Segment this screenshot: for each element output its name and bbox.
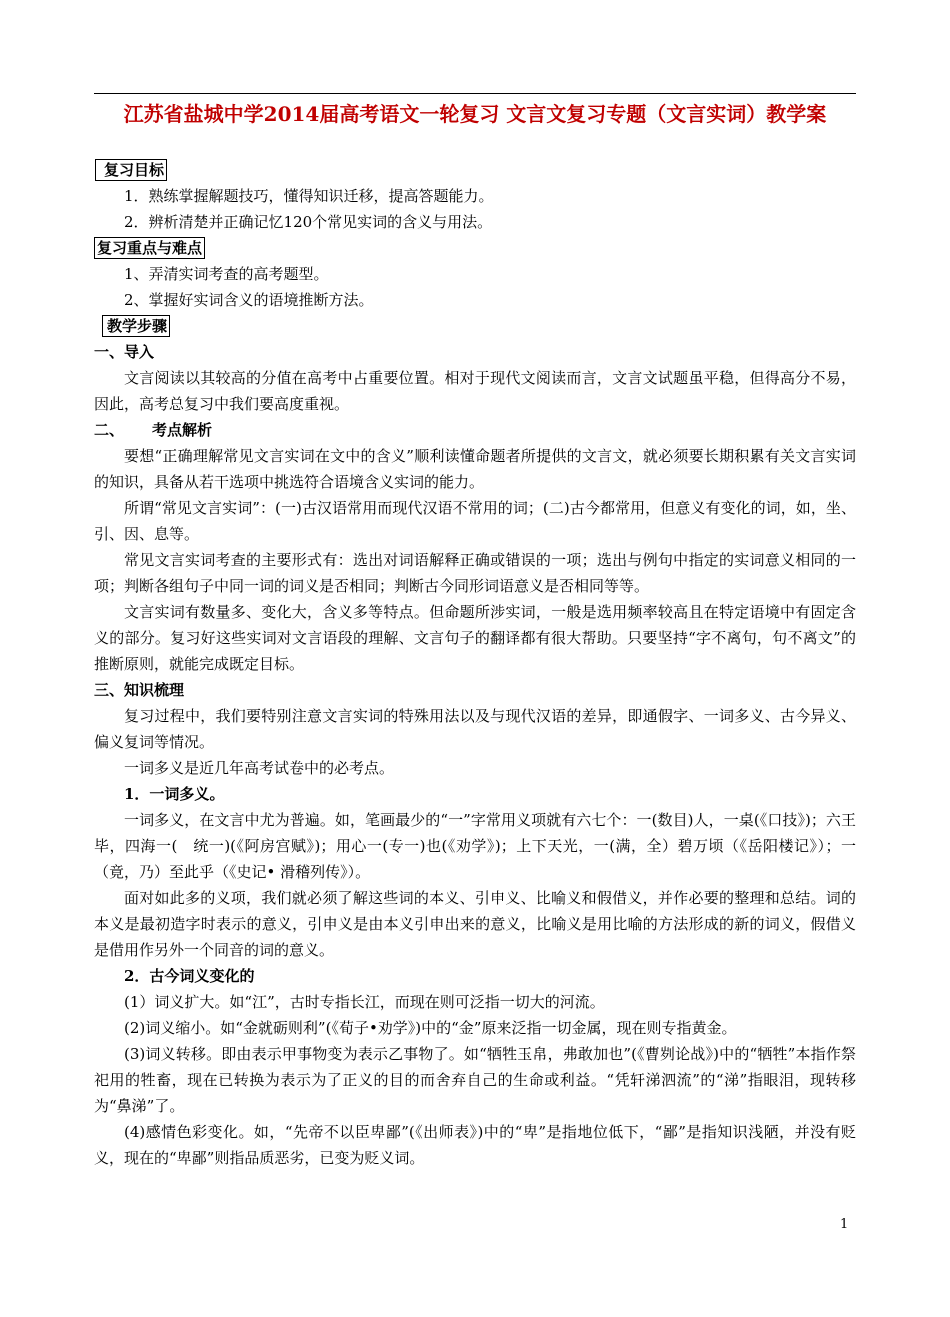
part2-paragraph-3: 常见文言实词考查的主要形式有：选出对词语解释正确或错误的一项；选出与例句中指定的实词意义相同的一项；判断各组句子中同一词的词义是否相同；判断古今同形词语意义是否相同等等。 <box>94 551 856 595</box>
part1-heading: 一、导入 <box>94 343 155 361</box>
sub2-heading: 2．古今词义变化的 <box>124 967 255 985</box>
part2-paragraph-2: 所谓“常见文言实词”：(一)古汉语常用而现代汉语不常用的词；(二)古今都常用，但意义有变化的词，如，坐、引、因、息等。 <box>94 499 856 543</box>
focus-item-2: 2、掌握好实词含义的语境推断方法。 <box>124 291 374 309</box>
goals-heading: 复习目标 <box>95 159 167 181</box>
sub1-heading: 1．一词多义。 <box>124 785 225 803</box>
part2-heading-text: 考点解析 <box>152 421 213 439</box>
sub2-item-1: (1）词义扩大。如“江”，古时专指长江，而现在则可泛指一切大的河流。 <box>124 993 605 1011</box>
steps-heading-row <box>94 313 856 339</box>
top-rule <box>94 93 856 94</box>
document-title: 江苏省盐城中学2014届高考语文一轮复习 文言文复习专题（文言实词）教学案 <box>123 102 827 126</box>
sub2-item-3: (3)词义转移。即由表示甲事物变为表示乙事物了。如“牺牲玉帛，弗敢加也”(《曹刿论战》)中的“牺牲”本指作祭祀用的牲畜，现在已转换为表示为了正义的目的而舍弃自己的生命或利益。“凭轩涕泗流”的“涕”指眼泪，现转移为“鼻涕”了。 <box>94 1045 856 1115</box>
part3-paragraph-2: 一词多义是近几年高考试卷中的必考点。 <box>124 759 395 777</box>
part1-paragraph: 文言阅读以其较高的分值在高考中占重要位置。相对于现代文阅读而言，文言文试题虽平稳，但得高分不易，因此，高考总复习中我们要高度重视。 <box>94 369 856 413</box>
focus-item-1: 1、弄清实词考查的高考题型。 <box>124 265 329 283</box>
part2-heading <box>94 417 856 443</box>
sub1-paragraph-2: 面对如此多的义项，我们就必须了解这些词的本义、引申义、比喻义和假借义，并作必要的整理和总结。词的本义是最初造字时表示的意义，引申义是由本义引申出来的意义，比喻义是用比喻的方法形成的新的词义，假借义是借用作另外一个同音的词的意义。 <box>94 889 856 959</box>
part2-paragraph-4: 文言实词有数量多、变化大，含义多等特点。但命题所涉实词，一般是选用频率较高且在特定语境中有固定含义的部分。复习好这些实词对文言语段的理解、文言句子的翻译都有很大帮助。只要坚持“字不离句，句不离文”的推断原则，就能完成既定目标。 <box>94 603 856 673</box>
focus-heading-row <box>94 235 856 261</box>
part2-heading-number: 二、 <box>94 421 125 439</box>
goal-item-1: 1．熟练掌握解题技巧，懂得知识迁移，提高答题能力。 <box>124 187 494 205</box>
part3-heading: 三、知识梳理 <box>94 681 185 699</box>
steps-heading: 教学步骤 <box>102 315 170 337</box>
part2-paragraph-1: 要想“正确理解常见文言实词在文中的含义”顺利读懂命题者所提供的文言文，就必须要长期积累有关文言实词的知识，具备从若干选项中挑选符合语境含义实词的能力。 <box>94 447 856 491</box>
sub1-paragraph-1: 一词多义，在文言中尤为普遍。如，笔画最少的“一”字常用义项就有六七个：一(数目)人，一桌(《口技》)；六王毕，四海一( 统一)(《阿房宫赋》)；用心一(专一)也(《劝学》)；上下天光，一(满，全）碧万顷（《岳阳楼记》）；一（竟，乃）至此乎（《史记• 滑稽列传》）。 <box>94 811 856 881</box>
part3-paragraph-1: 复习过程中，我们要特别注意文言实词的特殊用法以及与现代汉语的差异，即通假字、一词多义、古今异义、偏义复词等情况。 <box>94 707 856 751</box>
goals-heading-row <box>94 157 856 183</box>
sub2-item-2: (2)词义缩小。如“金就砺则利”(《荀子•劝学》)中的“金”原来泛指一切金属，现在则专指黄金。 <box>124 1019 737 1037</box>
page-number: 1 <box>840 1217 849 1232</box>
document-body <box>94 157 856 1171</box>
focus-heading: 复习重点与难点 <box>94 237 205 259</box>
goal-item-2: 2．辨析清楚并正确记忆120个常见实词的含义与用法。 <box>124 213 493 231</box>
sub2-item-4: (4)感情色彩变化。如，“先帝不以臣卑鄙”(《出师表》)中的“卑”是指地位低下，“鄙”是指知识浅陋，并没有贬义，现在的“卑鄙”则指品质恶劣，已变为贬义词。 <box>94 1123 856 1167</box>
